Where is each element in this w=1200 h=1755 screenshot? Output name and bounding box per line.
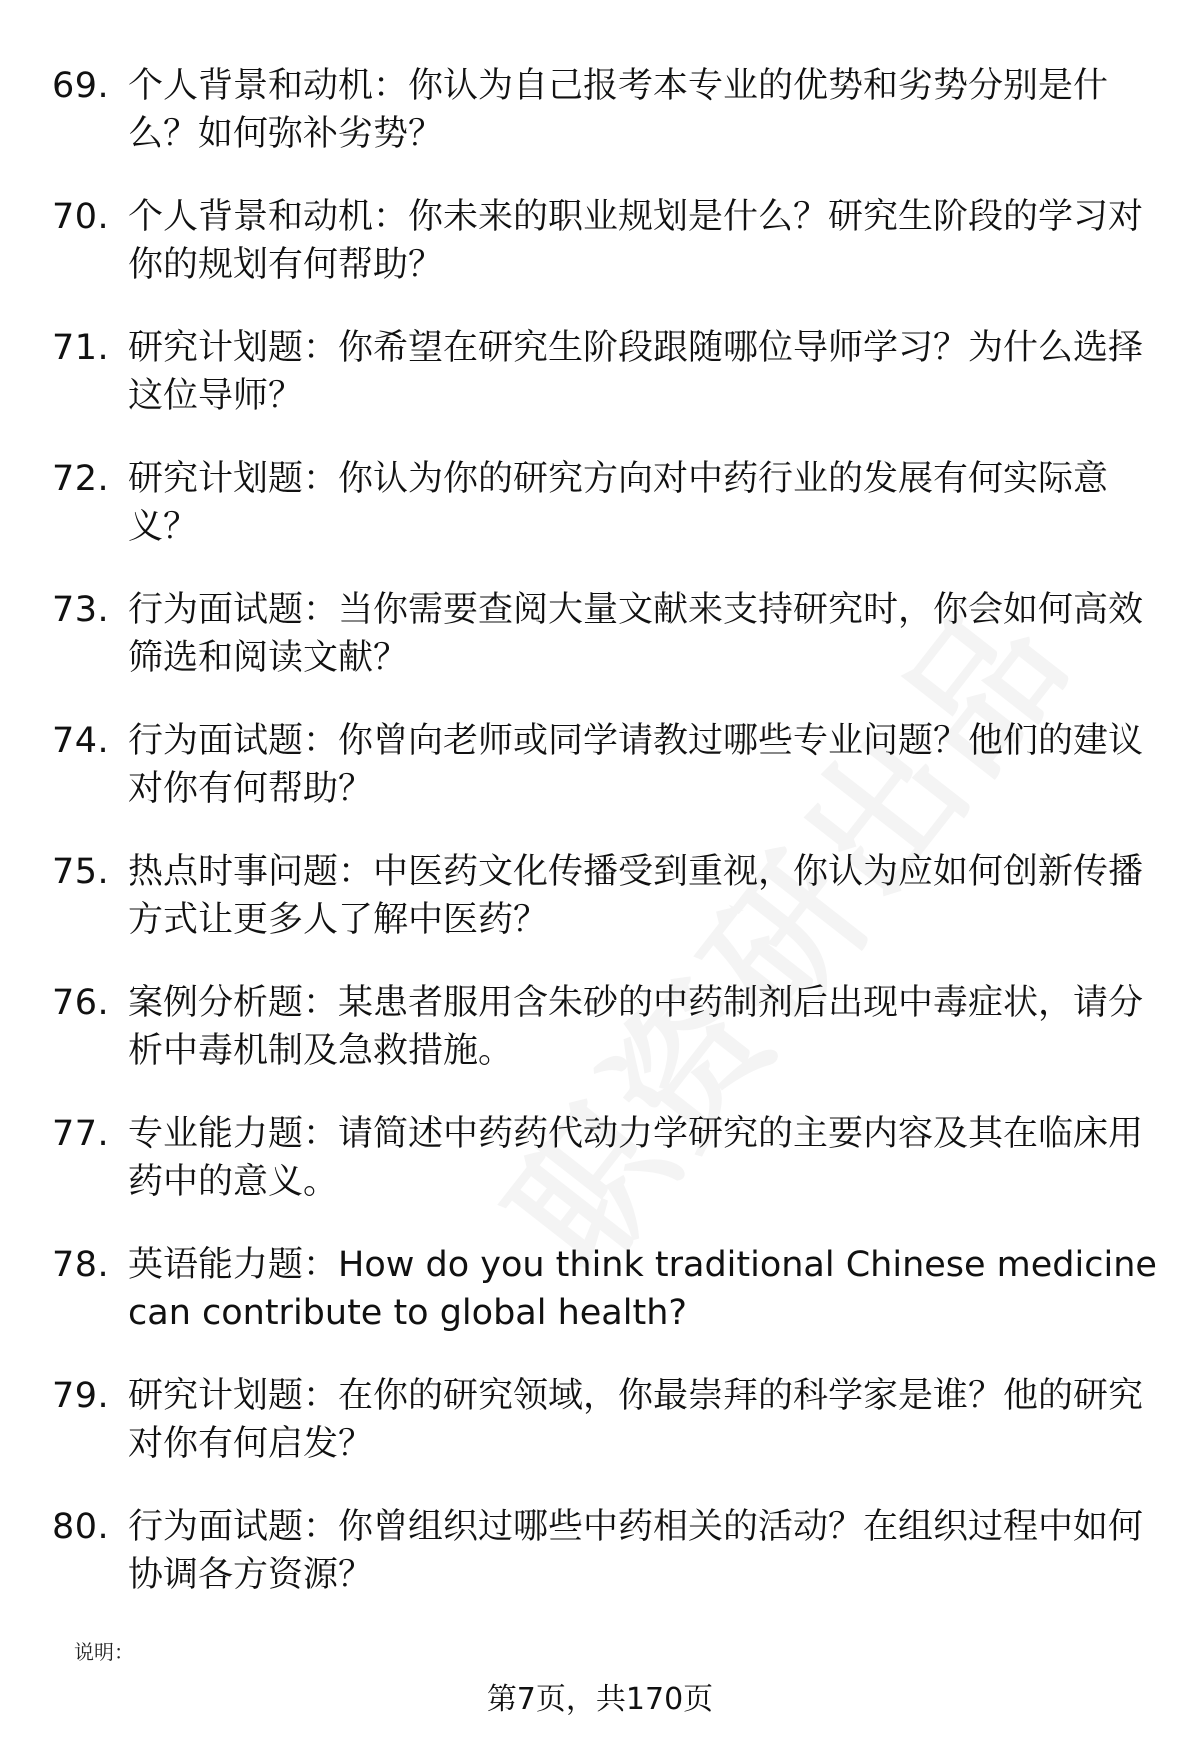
question-number: 73. <box>52 590 110 630</box>
question-text: 研究计划题：你认为你的研究方向对中药行业的发展有何实际意义？ <box>128 459 1109 547</box>
question-number: 71. <box>52 328 110 368</box>
question-list <box>52 62 1162 1634</box>
question-item <box>52 455 1162 586</box>
question-item <box>52 324 1162 455</box>
question-number: 80. <box>52 1507 110 1547</box>
question-number: 76. <box>52 983 110 1023</box>
question-text: 专业能力题：请简述中药药代动力学研究的主要内容及其在临床用药中的意义。 <box>128 1114 1144 1202</box>
question-number: 72. <box>52 459 110 499</box>
question-item <box>52 1241 1162 1372</box>
question-number: 77. <box>52 1114 110 1154</box>
question-text: 研究计划题：你希望在研究生阶段跟随哪位导师学习？为什么选择这位导师？ <box>128 328 1144 416</box>
question-number: 75. <box>52 852 110 892</box>
question-text: 个人背景和动机：你认为自己报考本专业的优势和劣势分别是什么？如何弥补劣势？ <box>128 66 1109 154</box>
question-item <box>52 1372 1162 1503</box>
question-text: 案例分析题：某患者服用含朱砂的中药制剂后出现中毒症状，请分析中毒机制及急救措施。 <box>128 983 1144 1071</box>
question-text: 行为面试题：当你需要查阅大量文献来支持研究时，你会如何高效筛选和阅读文献？ <box>128 590 1144 678</box>
page-footer: 第7页，共170页 <box>486 1682 714 1717</box>
question-number: 79. <box>52 1376 110 1416</box>
question-number: 78. <box>52 1245 110 1285</box>
question-text: 热点时事问题：中医药文化传播受到重视，你认为应如何创新传播方式让更多人了解中医药？ <box>128 852 1144 940</box>
question-item <box>52 1110 1162 1241</box>
question-item <box>52 62 1162 193</box>
question-number: 70. <box>52 197 110 237</box>
question-text: 英语能力题：How do you think traditional Chinese medicine can contribute to global health? <box>128 1245 1157 1333</box>
question-item <box>52 848 1162 979</box>
question-text: 行为面试题：你曾组织过哪些中药相关的活动？在组织过程中如何协调各方资源？ <box>128 1507 1144 1595</box>
note-label: 说明： <box>74 1640 134 1664</box>
question-item <box>52 717 1162 848</box>
question-item <box>52 586 1162 717</box>
question-text: 行为面试题：你曾向老师或同学请教过哪些专业问题？他们的建议对你有何帮助？ <box>128 721 1144 809</box>
question-item <box>52 193 1162 324</box>
question-number: 74. <box>52 721 110 761</box>
question-item <box>52 979 1162 1110</box>
question-item <box>52 1503 1162 1634</box>
question-text: 研究计划题：在你的研究领域，你最崇拜的科学家是谁？他的研究对你有何启发？ <box>128 1376 1144 1464</box>
question-text: 个人背景和动机：你未来的职业规划是什么？研究生阶段的学习对你的规划有何帮助？ <box>128 197 1144 285</box>
question-number: 69. <box>52 66 110 106</box>
